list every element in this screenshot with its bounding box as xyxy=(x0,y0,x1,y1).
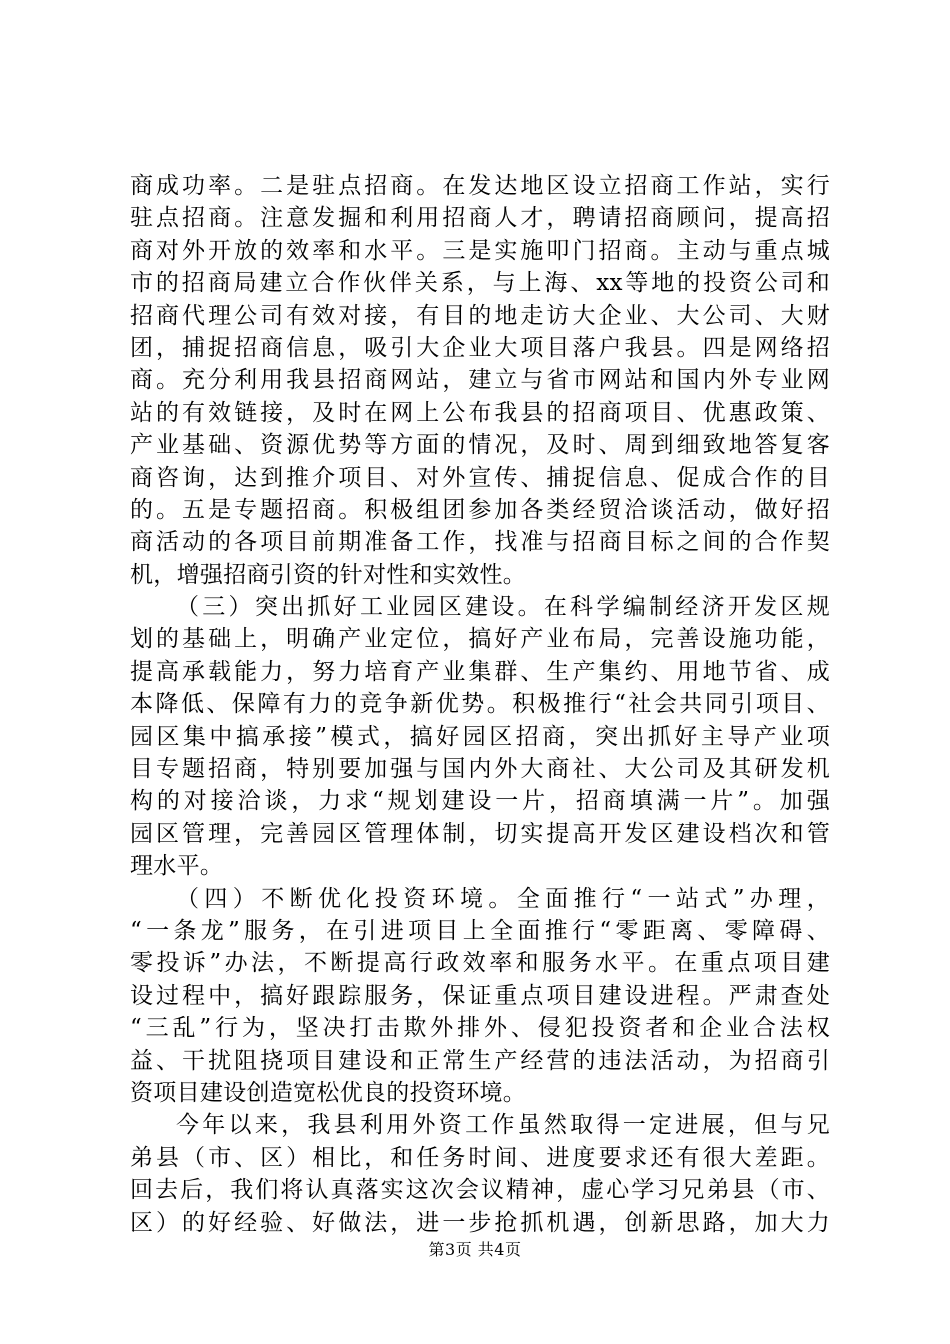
text-line: “一条龙”服务，在引进项目上全面推行“零距离、零障碍、 xyxy=(130,917,830,944)
text-line: 划的基础上，明确产业定位，搞好产业布局，完善设施功能， xyxy=(130,626,830,653)
page-footer xyxy=(0,1240,950,1260)
page-number-label: 第3页 共4页 xyxy=(428,1240,522,1259)
text-line: 理水平。 xyxy=(130,853,224,880)
text-line: 团，捕捉招商信息，吸引大企业大项目落户我县。四是网络招 xyxy=(130,334,830,361)
text-line: 招商代理公司有效对接，有目的地走访大企业、大公司、大财 xyxy=(130,302,830,329)
text-line: 资项目建设创造宽松优良的投资环境。 xyxy=(130,1079,527,1106)
text-line: 商成功率。二是驻点招商。在发达地区设立招商工作站，实行 xyxy=(130,173,830,199)
text-line: 园区管理，完善园区管理体制，切实提高开发区建设档次和管 xyxy=(130,820,830,847)
text-line: 设过程中，搞好跟踪服务，保证重点项目建设进程。严肃查处 xyxy=(130,982,830,1009)
text-line: “三乱”行为，坚决打击欺外排外、侵犯投资者和企业合法权 xyxy=(130,1015,830,1042)
text-line: 商活动的各项目前期准备工作，找准与招商目标之间的合作契 xyxy=(130,529,830,556)
text-line: 园区集中搞承接”模式，搞好园区招商，突出抓好主导产业项 xyxy=(130,723,830,750)
text-line: 机，增强招商引资的针对性和实效性。 xyxy=(130,561,527,588)
text-line: 提高承载能力，努力培育产业集群、生产集约、用地节省、成 xyxy=(130,658,830,685)
text-line: 市的招商局建立合作伙伴关系，与上海、xx等地的投资公司和 xyxy=(130,270,830,297)
text-line: 产业基础、资源优势等方面的情况，及时、周到细致地答复客 xyxy=(130,432,830,459)
text-line: 区）的好经验、好做法，进一步抢抓机遇，创新思路，加大力 xyxy=(130,1209,830,1236)
text-line: 弟县（市、区）相比，和任务时间、进度要求还有很大差距。 xyxy=(130,1144,830,1171)
text-line: 零投诉”办法，不断提高行政效率和服务水平。在重点项目建 xyxy=(130,950,830,977)
paragraph-start-line: （三）突出抓好工业园区建设。在科学编制经济开发区规 xyxy=(176,594,830,621)
text-line: 驻点招商。注意发掘和利用招商人才，聘请招商顾问，提高招 xyxy=(130,205,830,232)
text-line: 本降低、保障有力的竞争新优势。积极推行“社会共同引项目、 xyxy=(130,691,830,718)
text-line: 商对外开放的效率和水平。三是实施叩门招商。主动与重点城 xyxy=(130,237,830,264)
text-line: 益、干扰阻挠项目建设和正常生产经营的违法活动，为招商引 xyxy=(130,1047,830,1074)
body-text xyxy=(130,170,830,1239)
paragraph-start-line: （四）不断优化投资环境。全面推行“一站式”办理， xyxy=(176,885,830,912)
text-line: 商咨询，达到推介项目、对外宣传、捕捉信息、促成合作的目 xyxy=(130,464,830,491)
text-line: 站的有效链接，及时在网上公布我县的招商项目、优惠政策、 xyxy=(130,399,830,426)
text-line: 构的对接洽谈，力求“规划建设一片，招商填满一片”。加强 xyxy=(130,788,830,815)
text-line: 的。五是专题招商。积极组团参加各类经贸洽谈活动，做好招 xyxy=(130,496,830,523)
paragraph-start-line: 今年以来，我县利用外资工作虽然取得一定进展，但与兄 xyxy=(176,1112,830,1139)
text-line: 目专题招商，特别要加强与国内外大商社、大公司及其研发机 xyxy=(130,756,830,783)
text-line: 商。充分利用我县招商网站，建立与省市网站和国内外专业网 xyxy=(130,367,830,394)
text-line: 回去后，我们将认真落实这次会议精神，虚心学习兄弟县（市、 xyxy=(130,1177,830,1204)
